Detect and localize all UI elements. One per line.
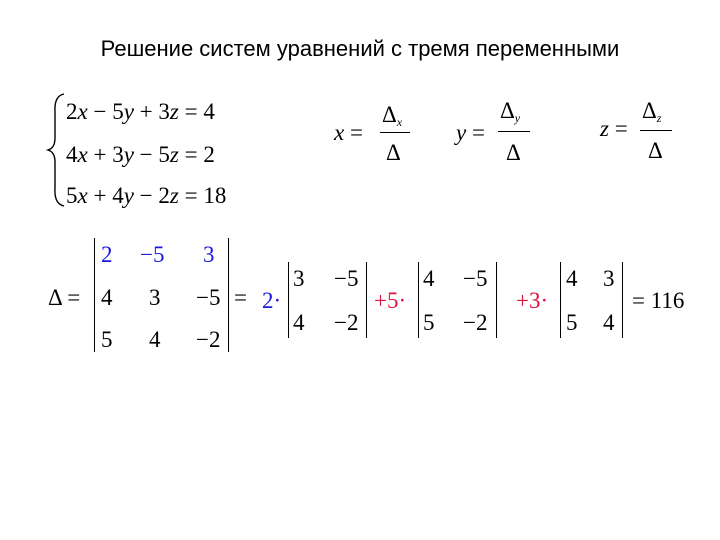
system-brace bbox=[46, 92, 68, 208]
det-cell: 4 bbox=[101, 285, 113, 310]
minor-cell: 3 bbox=[293, 266, 305, 291]
minor-cell: −2 bbox=[334, 310, 359, 335]
det-cell: 4 bbox=[149, 327, 161, 352]
det-cell: 3 bbox=[149, 285, 161, 310]
det-cell: 5 bbox=[101, 327, 113, 352]
coefficient-1: 2· bbox=[262, 288, 282, 313]
det-cell: −5 bbox=[140, 242, 165, 267]
det-cell: −5 bbox=[196, 285, 221, 310]
coefficient-2: +5· bbox=[374, 288, 407, 313]
minor-cell: 4 bbox=[293, 310, 305, 335]
det-cell: 3 bbox=[203, 242, 215, 267]
minor-cell: 4 bbox=[566, 266, 578, 291]
minor-cell: 3 bbox=[603, 266, 615, 291]
minor-cell: 5 bbox=[566, 310, 578, 335]
det-cell: 2 bbox=[101, 242, 113, 267]
minor-cell: −5 bbox=[463, 266, 488, 291]
minor-cell: −2 bbox=[463, 310, 488, 335]
page-title: Решение систем уравнений с тремя переменными bbox=[100, 36, 620, 61]
det-cell: −2 bbox=[196, 327, 221, 352]
determinant-result: = 116 bbox=[632, 288, 685, 313]
minor-cell: 5 bbox=[423, 310, 435, 335]
delta-symbol: Δ = bbox=[48, 285, 81, 310]
minor-cell: −5 bbox=[334, 266, 359, 291]
coefficient-3: +3· bbox=[516, 288, 549, 313]
minor-cell: 4 bbox=[603, 310, 615, 335]
minor-cell: 4 bbox=[423, 266, 435, 291]
